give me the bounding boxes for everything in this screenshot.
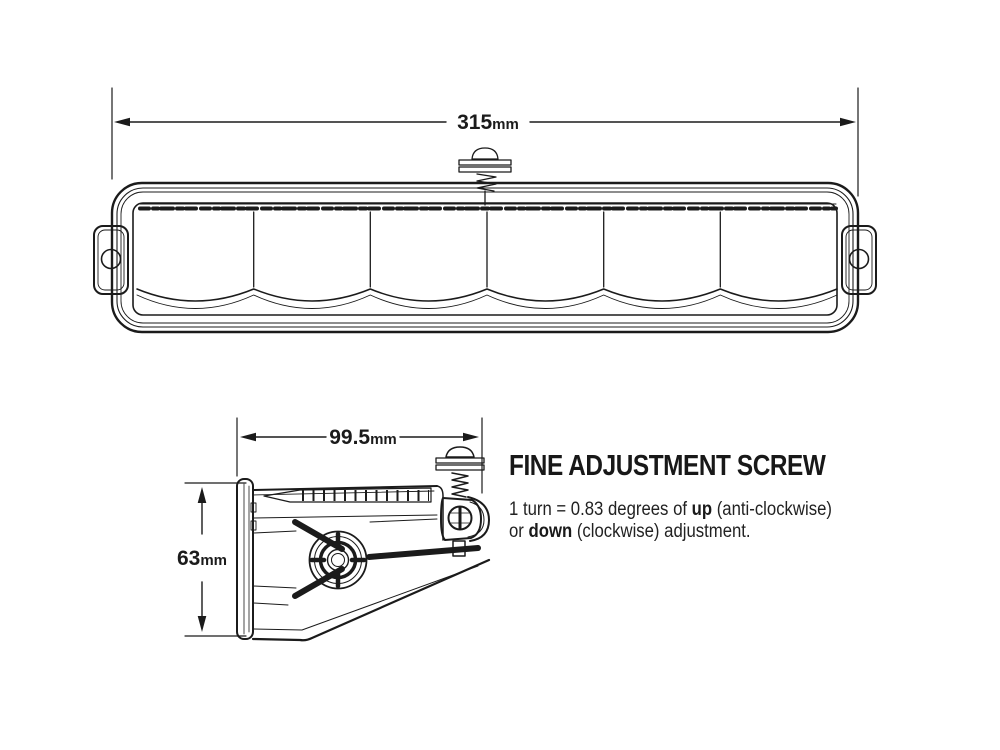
washer-plate <box>459 167 511 172</box>
arrow-left-icon <box>240 433 256 442</box>
arrow-right-icon <box>840 118 856 127</box>
side-depth-dimension <box>237 418 482 493</box>
fine-adjustment-screw <box>436 447 489 556</box>
dimension-label-315: 315mm <box>457 111 519 134</box>
lens-segments <box>137 212 837 309</box>
dimension-label-99-5: 99.5mm <box>329 426 397 449</box>
front-lens-plate <box>237 479 256 639</box>
boss-spokes <box>312 534 364 586</box>
washer-plate <box>436 458 484 463</box>
spring-icon <box>452 473 468 497</box>
lens-frame <box>133 203 837 315</box>
side-height-dimension <box>177 483 246 636</box>
screw-head-icon <box>446 447 474 457</box>
led-strip <box>140 204 836 209</box>
washer-plate <box>436 465 484 470</box>
front-view <box>94 88 876 332</box>
arrow-right-icon <box>463 433 479 442</box>
dimension-label-63: 63mm <box>176 547 228 570</box>
arrow-left-icon <box>114 118 130 127</box>
annotation-heading: FINE ADJUSTMENT SCREW <box>509 450 826 482</box>
arrow-up-icon <box>198 487 207 503</box>
arrow-down-icon <box>198 616 207 632</box>
screw-head-icon <box>472 148 498 159</box>
top-screw <box>459 148 511 205</box>
washer-plate <box>459 160 511 165</box>
annotation-block <box>509 450 929 544</box>
side-view <box>177 418 489 640</box>
annotation-body: 1 turn = 0.83 degrees of up (anti-clockwise) or down (clockwise) adjustment. <box>509 499 832 543</box>
